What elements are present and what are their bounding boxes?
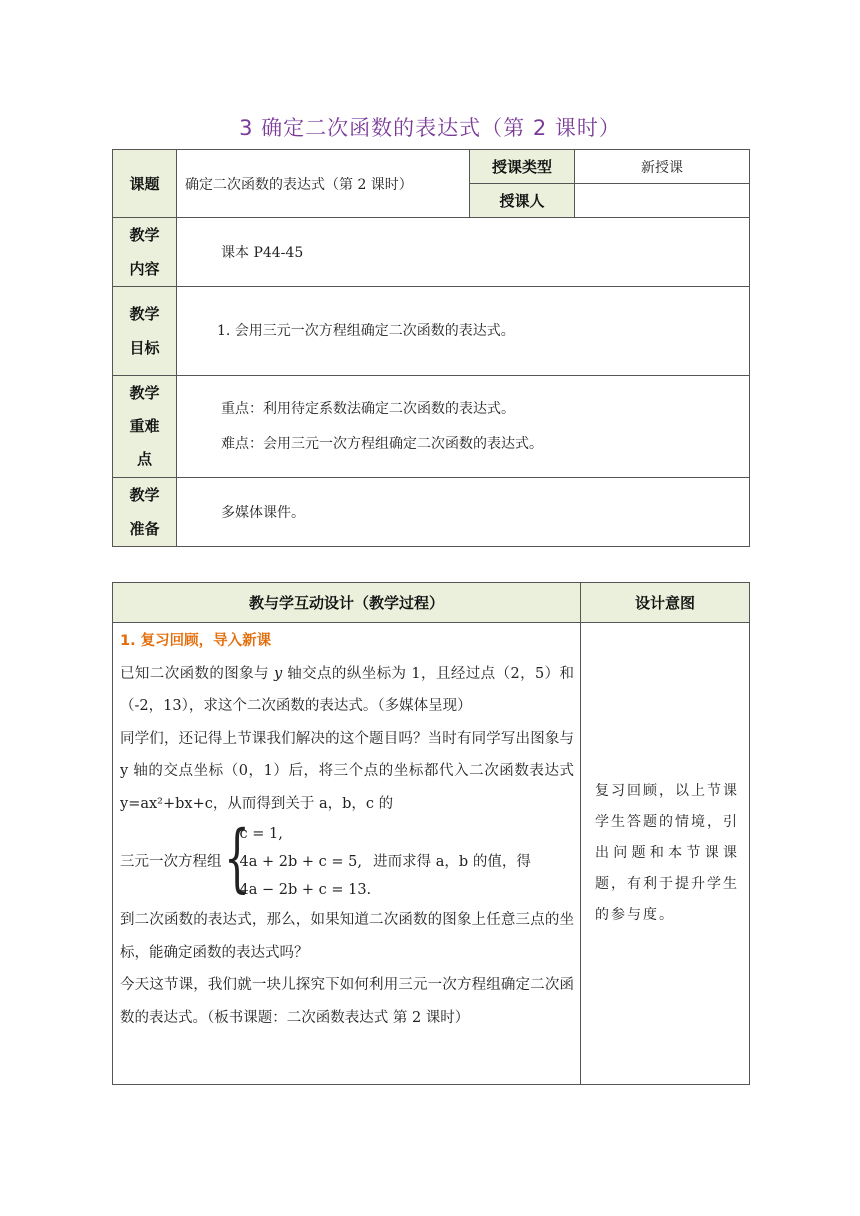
page-title: 3 确定二次函数的表达式（第 2 课时） [239,116,621,140]
teacher-label: 授课人 [470,184,575,218]
intro-paragraph: 今天这节课，我们就一块儿探究下如何利用三元一次方程组确定二次函数的表达式。（板书课题：二次函数表达式 第 2 课时） [120,977,574,1026]
lesson-info-table [112,149,750,547]
equation-3: 4a − 2b + c = 13. [239,882,372,898]
review-paragraph: 同学们，还记得上节课我们解决的这个题目吗？当时有同学写出图象与 y 轴的交点坐标（0，1）后，将三个点的坐标都代入二次函数表达式 y=ax²+bx+c，从而得到关于 a，b，c 的 [120,730,574,812]
topic-label: 课题 [113,150,177,218]
problem-paragraph: 已知二次函数的图象与 y 轴交点的纵坐标为 1，且经过点（2，5）和（-2，13），求这个二次函数的表达式。（多媒体呈现） [120,665,574,714]
key-label: 教学 重难 点 [113,376,177,478]
process-content [113,623,581,1085]
equation-paragraph: 三元一次方程组 { c = 1, 4a + 2b + c = 5, 4a − 2b + c = 13. 进而求得 a，b 的值，得 [120,820,574,904]
content-value: 课本 P44-45 [177,218,750,287]
process-header: 教与学互动设计（教学过程） [113,583,581,623]
equation-1: c = 1, [239,826,283,842]
intent-header: 设计意图 [581,583,750,623]
teacher-value [575,184,750,218]
section-title: 1. 复习回顾，导入新课 [120,633,272,649]
key-point: 重点：利用待定系数法确定二次函数的表达式。 [221,401,515,417]
key-difficult-points [177,376,750,478]
goal-value: 1. 会用三元一次方程组确定二次函数的表达式。 [177,287,750,376]
prep-value: 多媒体课件。 [177,478,750,547]
type-label: 授课类型 [470,150,575,184]
difficult-point: 难点：会用三元一次方程组确定二次函数的表达式。 [221,436,543,452]
goal-label: 教学 目标 [113,287,177,376]
teaching-process-table [112,582,750,1085]
type-value: 新授课 [575,150,750,184]
design-intent: 复习回顾，以上节课学生答题的情境，引出问题和本节课课题，有利于提升学生的参与度。 [581,623,750,1085]
content-label: 教学 内容 [113,218,177,287]
question-paragraph: 到二次函数的表达式，那么，如果知道二次函数的图象上任意三点的坐标，能确定函数的表达式吗？ [120,912,574,961]
topic-value: 确定二次函数的表达式（第 2 课时） [177,150,470,218]
equation-system: { c = 1, 4a + 2b + c = 5, 4a − 2b + c = 13. [224,820,372,904]
prep-label: 教学 准备 [113,478,177,547]
equation-2: 4a + 2b + c = 5, [239,854,362,870]
